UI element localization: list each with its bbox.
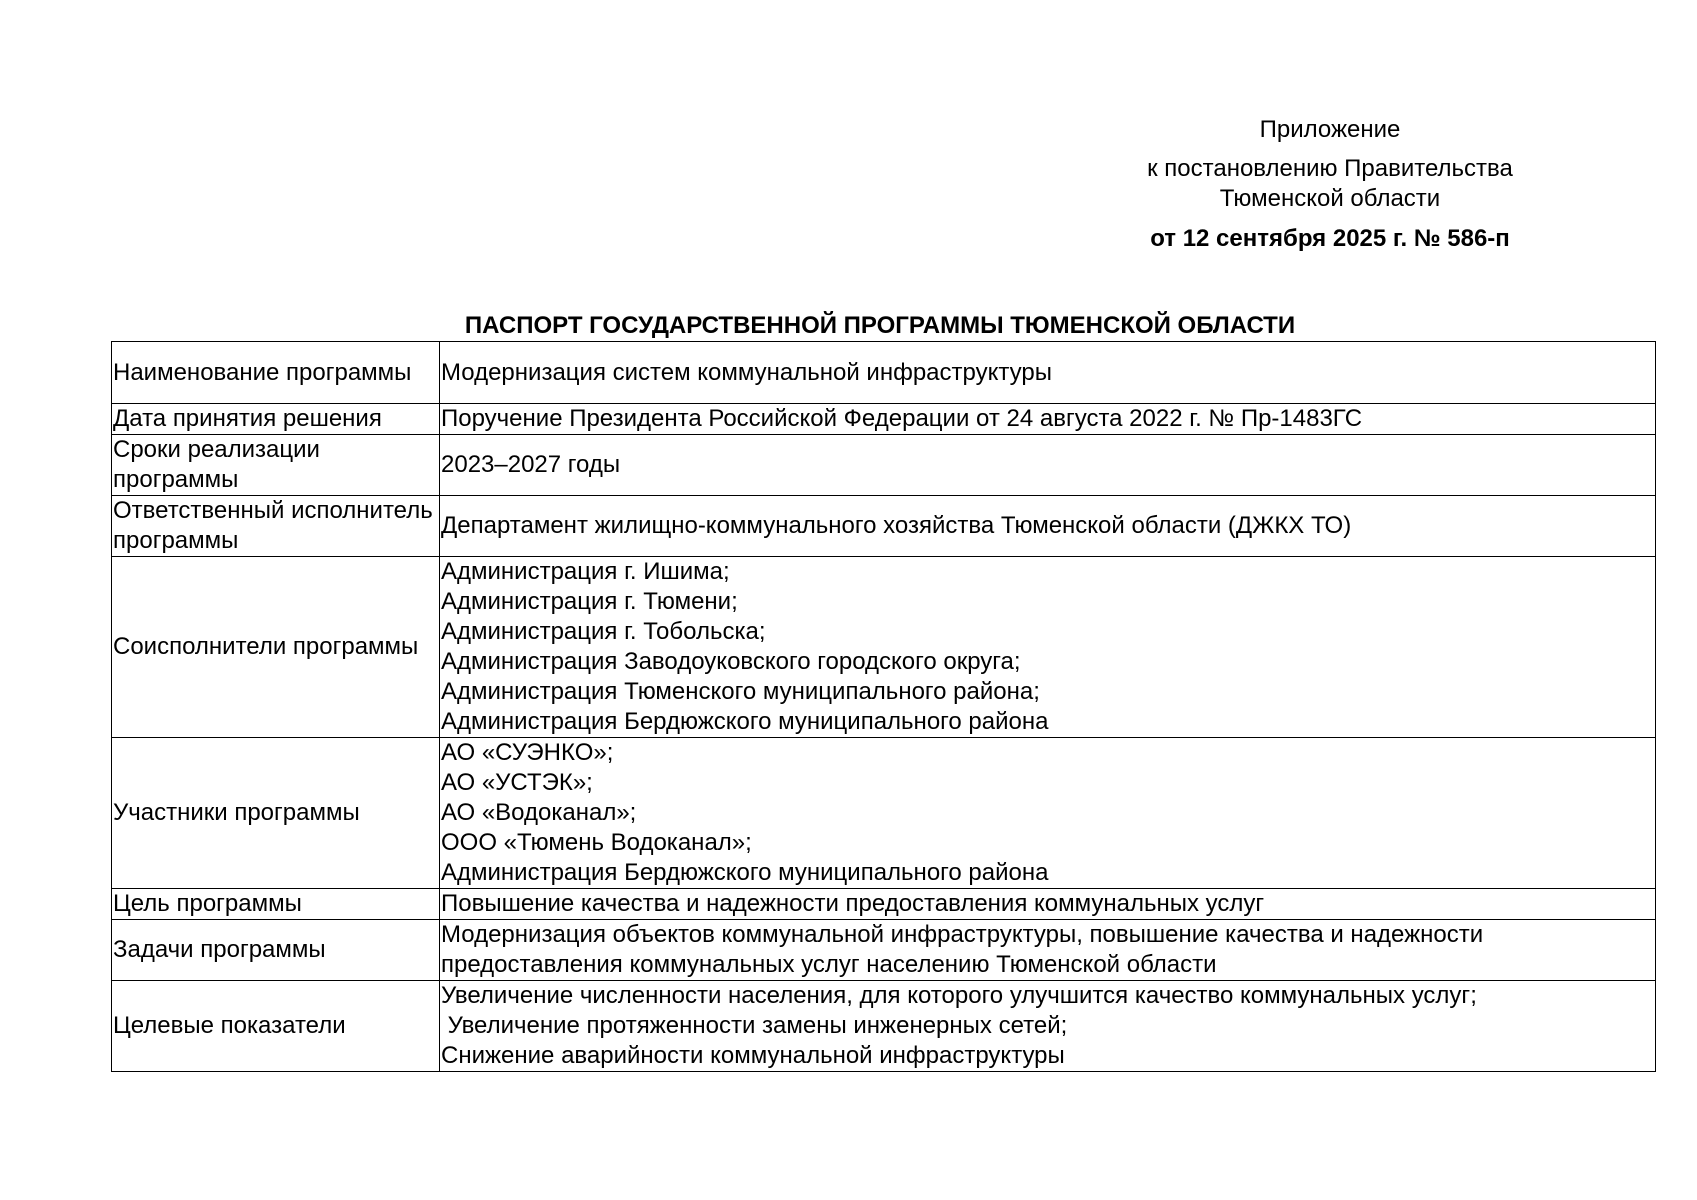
approval-heading: Приложение [1259,116,1401,143]
table-row [112,920,1656,981]
table-row [112,342,1656,404]
list-item: Администрация Бердюжского муниципального района [441,708,1049,735]
row-value-decision-date: Поручение Президента Российской Федерации от 24 августа 2022 г. № Пр-1483ГС [440,404,1656,435]
list-item: Администрация Бердюжского муниципального района [441,859,1049,886]
table-row [112,435,1656,496]
list-item: АО «СУЭНКО»; [441,739,614,766]
list-item: Увеличение численности населения, для которого улучшится качество коммунальных услуг; [441,982,1477,1009]
row-value-program-name: Модернизация систем коммунальной инфраструктуры [440,342,1656,404]
row-value-co-executors [440,557,1656,738]
passport-table [111,341,1656,1072]
row-value-indicators [440,981,1656,1072]
row-label-co-executors: Соисполнители программы [112,557,440,738]
approval-date-number: от 12 сентября 2025 г. № 586-п [1150,225,1510,252]
table-row [112,889,1656,920]
row-label-terms: Сроки реализации программы [112,435,440,496]
list-item: Администрация г. Ишима; [441,558,730,585]
table-row [112,738,1656,889]
row-label-participants: Участники программы [112,738,440,889]
approval-reference: к постановлению Правительства Тюменской области [1147,155,1513,212]
approval-block [1110,116,1550,254]
row-value-goal: Повышение качества и надежности предоставления коммунальных услуг [440,889,1656,920]
row-label-indicators: Целевые показатели [112,981,440,1072]
row-value-tasks: Модернизация объектов коммунальной инфраструктуры, повышение качества и надежности предоставления коммунальных услуг населению Тюменской области [440,920,1656,981]
row-value-participants [440,738,1656,889]
list-item: Снижение аварийности коммунальной инфраструктуры [441,1042,1065,1069]
table-row [112,981,1656,1072]
list-item: АО «УСТЭК»; [441,769,593,796]
row-label-responsible: Ответственный исполнитель программы [112,496,440,557]
list-item: Администрация г. Тюмени; [441,588,738,615]
row-value-terms: 2023–2027 годы [440,435,1656,496]
list-item: АО «Водоканал»; [441,799,637,826]
row-label-program-name: Наименование программы [112,342,440,404]
list-item: ООО «Тюмень Водоканал»; [441,829,752,856]
row-label-goal: Цель программы [112,889,440,920]
list-item: Администрация Тюменского муниципального района; [441,678,1040,705]
table-row [112,496,1656,557]
table-row [112,404,1656,435]
list-item: Администрация Заводоуковского городского округа; [441,648,1021,675]
table-row [112,557,1656,738]
row-label-decision-date: Дата принятия решения [112,404,440,435]
list-item: Увеличение протяженности замены инженерных сетей; [441,1012,1068,1039]
list-item: Администрация г. Тобольска; [441,618,766,645]
row-label-tasks: Задачи программы [112,920,440,981]
document-title: ПАСПОРТ ГОСУДАРСТВЕННОЙ ПРОГРАММЫ ТЮМЕНСКОЙ ОБЛАСТИ [464,312,1296,339]
row-value-responsible: Департамент жилищно-коммунального хозяйства Тюменской области (ДЖКХ ТО) [440,496,1656,557]
